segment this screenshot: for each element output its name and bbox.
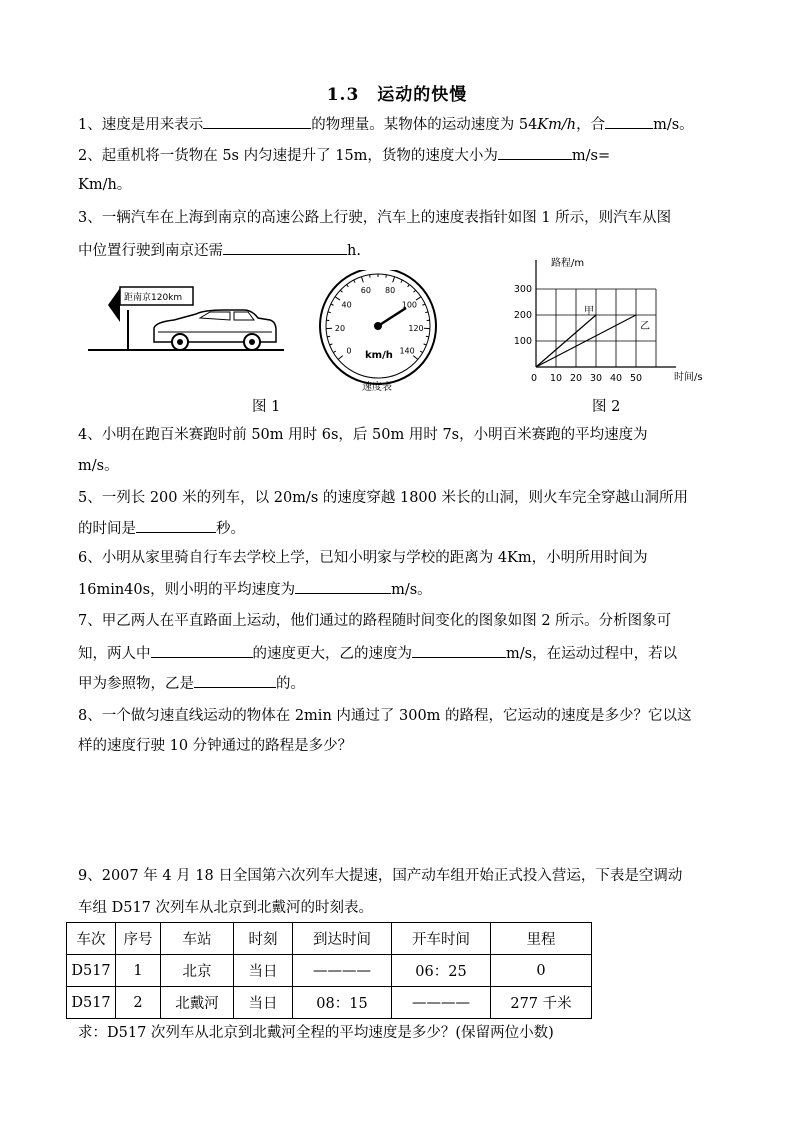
question-2-line-1 (78, 145, 610, 166)
speedometer-tick (386, 275, 387, 278)
table-header-cell: 开车时间 (392, 923, 491, 955)
y-axis-label: 路程/m (551, 258, 585, 269)
speedometer-tick-label: 40 (341, 300, 352, 310)
q7-text-b: 的速度更大，乙的速度为 (252, 646, 412, 662)
q7-text-c: m/s，在运动过程中，若以 (506, 646, 678, 662)
speedometer-tick-label: 100 (401, 300, 418, 310)
x-tick-label: 10 (549, 373, 563, 384)
q3-blank[interactable] (223, 240, 347, 255)
q5-text: 的时间是 (78, 521, 136, 537)
q1-unit: Km/h (537, 117, 577, 133)
table-cell: 2 (116, 987, 161, 1019)
q2-blank[interactable] (498, 145, 572, 160)
question-5-line-2 (78, 518, 245, 539)
question-9-line-1: 9、2007 年 4 月 18 日全国第六次列车大提速，国产动车组开始正式投入营运，下表是空调动 (78, 868, 683, 884)
question-9-ask: 求：D517 次列车从北京到北戴河全程的平均速度是多少？(保留两位小数) (78, 1025, 554, 1041)
q1-text-d: m/s。 (653, 117, 694, 133)
question-3-line-1: 3、一辆汽车在上海到南京的高速公路上行驶，汽车上的速度表指针如图 1 所示，则汽车从图 (78, 210, 672, 226)
x-tick-label: 40 (609, 373, 623, 384)
x-tick-label: 50 (629, 373, 643, 384)
table-cell: 北京 (161, 955, 234, 987)
speedometer-tick (370, 275, 371, 278)
table-header-cell: 里程 (491, 923, 592, 955)
speedometer-tick (426, 336, 429, 337)
q7-blank-2[interactable] (412, 643, 506, 658)
q1-blank-2[interactable] (605, 114, 653, 129)
q5-blank[interactable] (136, 518, 216, 533)
q7-blank-1[interactable] (151, 643, 253, 658)
road-sign-label: 距南京120km (124, 293, 183, 303)
x-tick-label: 0 (530, 373, 538, 384)
q7-text-e: 的。 (276, 676, 305, 692)
question-2-line-2: Km/h。 (78, 177, 132, 193)
q3-text: 中位置行驶到南京还需 (78, 243, 223, 259)
figure-2-caption: 图 2 (592, 399, 621, 415)
question-7-line-2 (78, 643, 677, 664)
speedometer-unit: km/h (365, 350, 393, 361)
figure-1 (84, 270, 444, 395)
table-cell: 北戴河 (161, 987, 234, 1019)
q2-text: 2、起重机将一货物在 5s 内匀速提升了 15m，货物的速度大小为 (78, 148, 498, 164)
table-cell: 1 (116, 955, 161, 987)
table-cell: ———— (392, 987, 491, 1019)
table-cell: ———— (293, 955, 392, 987)
car-icon (154, 310, 276, 350)
series-label-jia: 甲 (584, 306, 594, 317)
timetable (66, 922, 592, 1019)
question-7-line-1: 7、甲乙两人在平直路面上运动，他们通过的路程随时间变化的图象如图 2 所示。分析图象可 (78, 613, 672, 629)
question-6-line-1: 6、小明从家里骑自行车去学校上学，已知小明家与学校的距离为 4Km，小明所用时间为 (78, 550, 648, 566)
table-row (67, 955, 592, 987)
y-tick-label: 300 (513, 284, 532, 295)
question-3-line-2 (78, 240, 361, 261)
question-6-line-2 (78, 579, 432, 600)
speedometer-caption: 速度表 (362, 382, 392, 393)
q1-blank-1[interactable] (203, 114, 311, 129)
figure-1-caption: 图 1 (252, 399, 281, 415)
question-8-line-2: 样的速度行驶 10 分钟通过的路程是多少？ (78, 738, 353, 754)
question-1 (78, 114, 694, 135)
q6-unit: m/s。 (391, 582, 432, 598)
q7-text-a: 知，两人中 (78, 646, 151, 662)
question-4-line-1: 4、小明在跑百米赛跑时前 50m 用时 6s，后 50m 用时 7s，小明百米赛跑的平均速度为 (78, 427, 648, 443)
table-cell: 277 千米 (491, 987, 592, 1019)
speedometer-tick (327, 336, 330, 337)
question-8-line-1: 8、一个做匀速直线运动的物体在 2min 内通过了 300m 的路程，它运动的速度是多少？它以这 (78, 708, 692, 724)
sign-arrow-icon (108, 288, 120, 322)
q1-text-c: ，合 (576, 117, 606, 133)
question-5-line-1: 5、一列长 200 米的列车，以 20m/s 的速度穿越 1800 米长的山洞，则火车完全穿越山洞所用 (78, 490, 688, 506)
question-9-line-2: 车组 D517 次列车从北京到北戴河的时刻表。 (78, 900, 374, 916)
table-header-cell: 序号 (116, 923, 161, 955)
q5-unit: 秒。 (216, 521, 245, 537)
table-cell: 当日 (234, 955, 293, 987)
table-header-row (67, 923, 592, 955)
question-7-line-3 (78, 673, 305, 694)
table-cell: 06：25 (392, 955, 491, 987)
q7-blank-3[interactable] (194, 673, 276, 688)
table-cell: 当日 (234, 987, 293, 1019)
question-4-line-2: m/s。 (78, 458, 119, 474)
speedometer-tick-label: 140 (399, 346, 415, 356)
q3-unit: h. (347, 243, 361, 259)
speedometer-tick-label: 120 (408, 323, 424, 333)
speedometer-tick-label: 0 (346, 346, 352, 356)
series-label-yi: 乙 (640, 321, 650, 332)
table-header-cell: 车次 (67, 923, 116, 955)
table-header-cell: 车站 (161, 923, 234, 955)
table-cell: 08：15 (293, 987, 392, 1019)
speedometer-tick-label: 80 (385, 286, 396, 295)
x-axis-label: 时间/s (674, 372, 703, 383)
y-tick-label: 100 (513, 336, 532, 347)
q6-blank[interactable] (295, 579, 391, 594)
x-tick-label: 30 (589, 373, 603, 384)
table-row (67, 987, 592, 1019)
speedometer-tick-label: 60 (360, 286, 371, 295)
page-title: 1.3 运动的快慢 (326, 85, 468, 105)
table-cell: D517 (67, 955, 116, 987)
table-header-cell: 时刻 (234, 923, 293, 955)
q6-text: 16min40s，则小明的平均速度为 (78, 582, 296, 598)
q2-unit: m/s= (571, 148, 611, 164)
figure-2-chart (506, 252, 726, 387)
table-header-cell: 到达时间 (293, 923, 392, 955)
x-tick-label: 20 (569, 373, 583, 384)
speedometer-tick-label: 20 (334, 323, 346, 333)
table-cell: 0 (491, 955, 592, 987)
table-cell: D517 (67, 987, 116, 1019)
chart-grid (536, 289, 656, 367)
q1-text-b: 的物理量。某物体的运动速度为 54 (311, 117, 538, 133)
y-tick-label: 200 (513, 310, 532, 321)
q7-text-d: 甲为参照物，乙是 (78, 676, 194, 692)
q1-text-a: 1、速度是用来表示 (78, 117, 204, 133)
